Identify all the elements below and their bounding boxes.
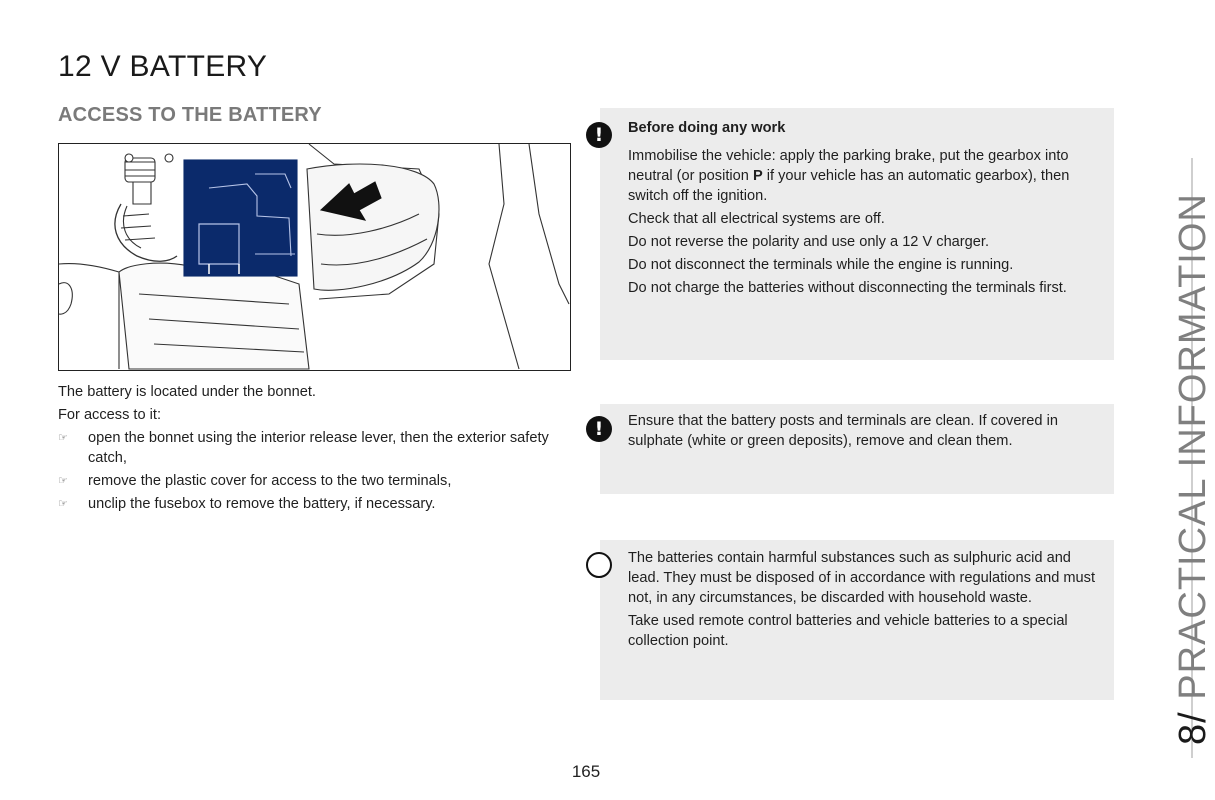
environment-box: [590, 540, 1114, 700]
list-item: [58, 428, 558, 468]
pointing-hand-icon: ☞: [58, 475, 68, 487]
step-text: remove the plastic cover for access to the two terminals,: [88, 473, 452, 489]
list-item: [58, 494, 558, 514]
page-title: 12 V BATTERY: [58, 50, 268, 83]
warning-line: Do not charge the batteries without disconnecting the terminals first.: [628, 280, 1067, 296]
warning-text-part: if your vehicle has an automatic gearbox), then switch off the ignition.: [628, 168, 1070, 204]
battery-location-illustration: [58, 143, 571, 371]
battery-location-text: The battery is located under the bonnet.: [58, 384, 316, 400]
section-title: ACCESS TO THE BATTERY: [58, 104, 322, 126]
environment-text: The batteries contain harmful substances such as sulphuric acid and lead. They must be disposed of in accordance with regulations and must not, in any circumstances, be discarded with household waste.: [628, 550, 1095, 606]
environment-text: Take used remote control batteries and vehicle batteries to a special collection point.: [628, 613, 1068, 649]
gear-position-label: P: [752, 168, 763, 184]
access-steps-list: [58, 428, 558, 514]
environment-clover-icon: ♣: [586, 552, 612, 578]
chapter-tab: [1172, 193, 1215, 745]
list-item: [58, 471, 558, 491]
chapter-title: PRACTICAL INFORMATION: [1172, 193, 1214, 700]
warning-line: Do not reverse the polarity and use only a 12 V charger.: [628, 234, 990, 250]
pointing-hand-icon: ☞: [58, 432, 68, 444]
warning-box-cleaning: [594, 404, 1114, 494]
chapter-number: 8/: [1172, 711, 1214, 745]
warning-line: Check that all electrical systems are off.: [628, 211, 885, 227]
pointing-hand-icon: ☞: [58, 498, 68, 510]
warning-exclamation-icon: !: [586, 416, 612, 442]
step-text: open the bonnet using the interior release lever, then the exterior safety catch,: [88, 430, 549, 466]
battery-access-text: [58, 382, 558, 517]
warning-immobilise-text: [628, 146, 1098, 206]
step-text: unclip the fusebox to remove the battery, if necessary.: [88, 496, 436, 512]
warning-exclamation-icon: !: [586, 122, 612, 148]
page-number: 165: [571, 762, 601, 781]
cleaning-text: Ensure that the battery posts and terminals are clean. If covered in sulphate (white or green deposits), remove and clean them.: [628, 413, 1058, 449]
warning-heading: Before doing any work: [628, 120, 786, 136]
warning-text-part: Immobilise the vehicle: apply the parking brake, put the gearbox into neutral (or position: [628, 148, 1069, 184]
access-lead-text: For access to it:: [58, 407, 161, 423]
warning-line: Do not disconnect the terminals while the engine is running.: [628, 257, 1014, 273]
warning-box-before-work: [594, 108, 1114, 360]
